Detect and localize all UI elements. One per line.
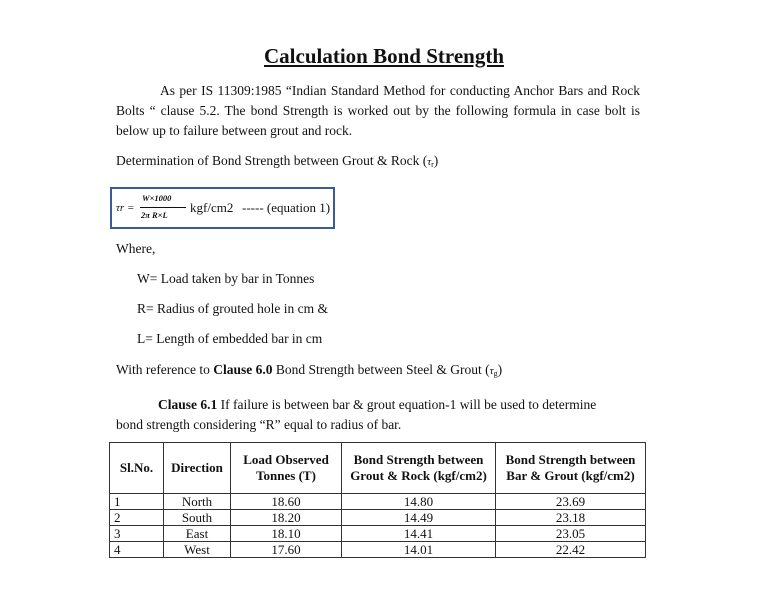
cell-sl-no: 4 [110,542,164,558]
cell-load: 18.10 [231,526,342,542]
intro-paragraph: As per IS 11309:1985 “Indian Standard Method for conducting Anchor Bars and Rock Bolts “ clause 5.2. The bond Strength is worked out by the following formula in case bolt is below up to failure between grout and rock. [116,83,640,138]
where-label: Where, [116,241,156,256]
tau-g-subscript: g [493,369,498,378]
bond-strength-table [109,442,646,558]
cell-grout-rock: 14.80 [342,494,496,510]
cell-sl-no: 2 [110,510,164,526]
equation-numerator: W×1000 [142,193,172,203]
reference-prefix: With reference to [116,362,210,377]
reference-text: Bond Strength between Steel & Grout ( [275,362,490,377]
cell-direction: East [164,526,231,542]
cell-bar-grout: 23.05 [496,526,646,542]
reference-close: ) [497,362,503,377]
page-title: Calculation Bond Strength [264,44,504,68]
cell-sl-no: 3 [110,526,164,542]
definition-w: W= Load taken by bar in Tonnes [137,271,315,286]
tau-symbol: τ [427,156,432,168]
header-direction: Direction [164,443,231,494]
cell-direction: North [164,494,231,510]
header-load-observed: Load Observed Tonnes (T) [231,443,342,494]
determination-line [116,153,438,169]
cell-bar-grout: 22.42 [496,542,646,558]
cell-sl-no: 1 [110,494,164,510]
table-row [110,494,646,510]
equation-reference: ----- (equation 1) [242,200,331,215]
table-row [110,526,646,542]
determination-text: Determination of Bond Strength between Grout & Rock ( [116,153,428,168]
cell-bar-grout: 23.18 [496,510,646,526]
definition-l: L= Length of embedded bar in cm [137,331,323,346]
cell-load: 18.20 [231,510,342,526]
header-grout-rock: Bond Strength between Grout & Rock (kgf/cm2) [342,443,496,494]
cell-grout-rock: 14.41 [342,526,496,542]
tau-subscript: r [431,160,434,169]
fraction-bar [140,207,186,208]
table-row [110,542,646,558]
equation-denominator: 2π R×L [141,210,168,220]
cell-grout-rock: 14.01 [342,542,496,558]
equation-unit: kgf/cm2 [190,200,234,215]
cell-load: 17.60 [231,542,342,558]
equation-lhs: τr = [116,202,135,214]
determination-close: ) [433,153,439,168]
cell-direction: West [164,542,231,558]
cell-load: 18.60 [231,494,342,510]
reference-clause: Clause 6.0 [213,362,273,377]
clause-6-1-label: Clause 6.1 [158,397,218,412]
header-sl-no: Sl.No. [110,443,164,494]
table-row [110,510,646,526]
definition-r: R= Radius of grouted hole in cm & [137,301,328,316]
equation-box [110,187,335,229]
clause-6-1-text: If failure is between bar & grout equation-1 will be used to determine bond strength considering “R” equal to radius of bar. [116,397,597,432]
header-bar-grout: Bond Strength between Bar & Grout (kgf/cm2) [496,443,646,494]
cell-direction: South [164,510,231,526]
reference-line [116,362,502,378]
cell-bar-grout: 23.69 [496,494,646,510]
cell-grout-rock: 14.49 [342,510,496,526]
tau-g-symbol: τ [489,365,494,377]
table-header-row [110,443,646,494]
clause-6-1-paragraph [116,395,616,435]
